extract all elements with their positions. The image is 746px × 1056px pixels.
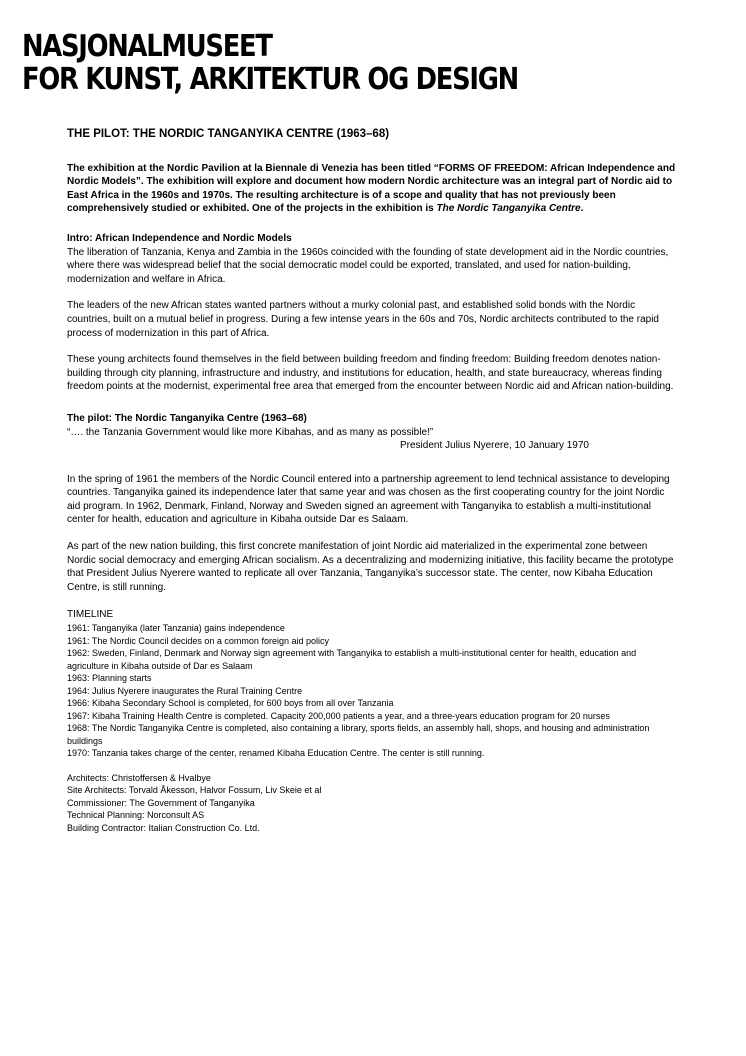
timeline-item: 1961: The Nordic Council decides on a common foreign aid policy	[67, 635, 329, 646]
section1-paragraph-1: The liberation of Tanzania, Kenya and Zambia in the 1960s coincided with the founding of state development aid in the Nordic countries, where there was widespread belief that the social democratic model could be exported, translated, and used for nation-building, modernization and welfare in Africa.	[67, 246, 669, 285]
timeline-item: 1966: Kibaha Secondary School is completed, for 600 boys from all over Tanzania	[67, 698, 394, 709]
logo-line-2: FOR KUNST, ARKITEKTUR OG DESIGN	[22, 62, 518, 97]
credit-line: Technical Planning: Norconsult AS	[67, 810, 205, 821]
document-body	[67, 128, 677, 834]
timeline-item: 1967: Kibaha Training Health Centre is completed. Capacity 200,000 patients a year, and a three-years education program for 20 nurses	[67, 710, 610, 721]
timeline-item: 1963: Planning starts	[67, 673, 152, 684]
section2-paragraph-2: As part of the new nation building, this first concrete manifestation of joint Nordic aid materialized in the experimental zone between Nordic social democracy and emerging African socialism. As a decentralizing and modernizing initiative, this facility became the prototype that President Julius Nyerere wanted to replicate all over Tanzania, Tanganyika’s successor state. The center, now Kibaha Education Centre, is still running.	[67, 541, 674, 593]
credits-list	[67, 772, 677, 835]
logo-line-1: NASJONALMUSEET	[22, 29, 272, 64]
section-heading-pilot: The pilot: The Nordic Tanganyika Centre (1963–68)	[67, 412, 307, 424]
section-heading-intro: Intro: African Independence and Nordic Models	[67, 232, 292, 244]
intro-text: The exhibition at the Nordic Pavilion at la Biennale di Venezia has been titled “FORMS OF FREEDOM: African Independence and Nordic Models”. The exhibition will explore and document how modern Nordic architecture was an integral part of Nordic aid to East Africa in the 1960s and 1970s. The resulting architecture is of a scope and quality that has not previously been comprehensively studied or exhibited. One of the projects in the exhibition is	[67, 162, 676, 215]
timeline-list	[67, 622, 677, 760]
credit-line: Building Contractor: Italian Construction Co. Ltd.	[67, 822, 260, 833]
timeline-heading: TIMELINE	[67, 609, 114, 621]
timeline-item: 1961: Tanganyika (later Tanzania) gains independence	[67, 623, 285, 634]
timeline-item: 1968: The Nordic Tanganyika Centre is completed, also containing a library, sports fields, an assembly hall, shops, and housing and administration buildings	[67, 723, 650, 746]
timeline-item: 1970: Tanzania takes charge of the center, renamed Kibaha Education Centre. The center is still running.	[67, 748, 485, 759]
intro-end: .	[580, 203, 584, 215]
section1-paragraph-2: The leaders of the new African states wanted partners without a murky colonial past, and established solid bonds with the Nordic countries, built on a mutual belief in progress. During a few intense years in the 60s and 70s, Nordic architects contributed to the rapid process of modernization in this part of Africa.	[67, 300, 659, 339]
intro-paragraph	[67, 162, 677, 216]
timeline-item: 1962: Sweden, Finland, Denmark and Norway sign agreement with Tanganyika to establish a multi-institutional center for health, education and agriculture in Kibaha outside of Dar es Salaam	[67, 648, 637, 671]
section2-paragraph-1: In the spring of 1961 the members of the Nordic Council entered into a partnership agreement to lend technical assistance to developing countries. Tanganyika gained its independence later that same year and was chosen as the first cooperating country for the joint Nordic aid program. In 1962, Denmark, Finland, Norway and Sweden signed an agreement with Tanganyika to establish a multi-institutional center for health, education and agriculture in Kibaha outside Dar es Salaam.	[67, 473, 670, 526]
museum-logo	[22, 30, 518, 96]
intro-italic-title: The Nordic Tanganyika Centre	[436, 203, 581, 215]
quote-attribution: President Julius Nyerere, 10 January 1970	[400, 440, 589, 452]
credit-line: Architects: Christoffersen & Hvalbye	[67, 772, 211, 783]
credit-line: Site Architects: Torvald Åkesson, Halvor Fossum, Liv Skeie et al	[67, 785, 322, 796]
nyerere-quote: “…. the Tanzania Government would like more Kibahas, and as many as possible!”	[67, 426, 434, 438]
section1-paragraph-3: These young architects found themselves in the field between building freedom and finding freedom: Building freedom denotes nation-building through city planning, infrastructure and industry, and institutions for education, health, and state bureaucracy, whereas finding freedom points at the modernist, experimental free area that emerged from the encounter between Nordic aid and African nation-building.	[67, 354, 674, 393]
timeline-item: 1964: Julius Nyerere inaugurates the Rural Training Centre	[67, 685, 303, 696]
credit-line: Commissioner: The Government of Tanganyika	[67, 797, 255, 808]
document-title: THE PILOT: THE NORDIC TANGANYIKA CENTRE (1963–68)	[67, 128, 390, 140]
